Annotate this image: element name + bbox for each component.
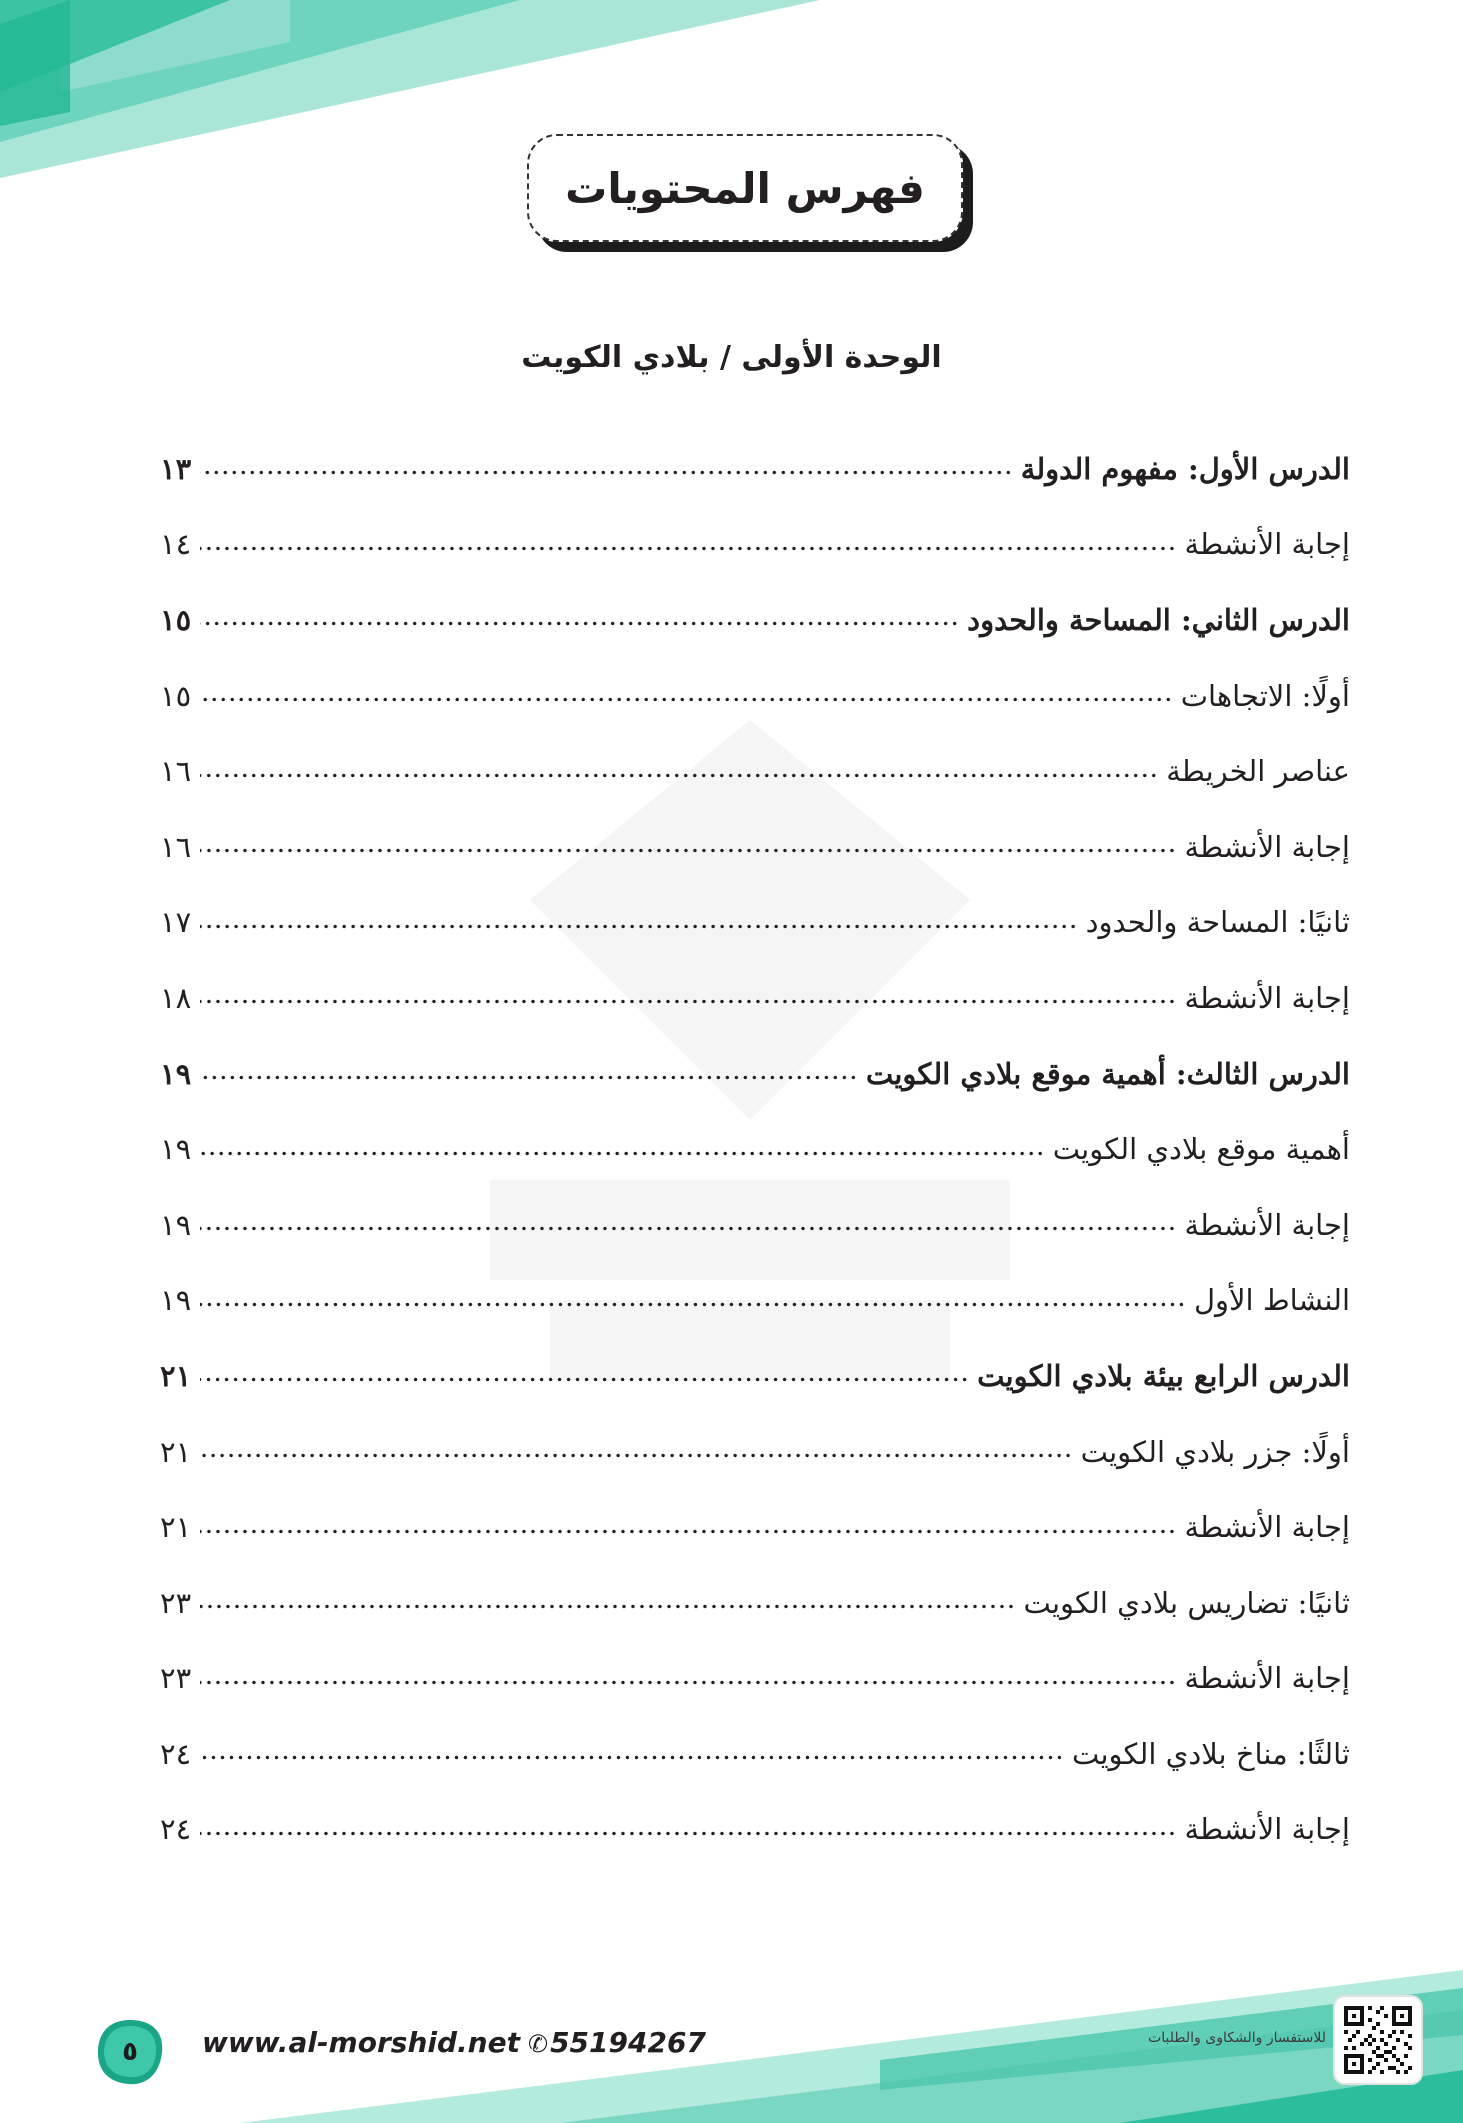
toc-entry-title: ثانيًا: المساحة والحدود (1085, 905, 1350, 940)
toc-entry-page: ١٩ (160, 1283, 192, 1318)
page-title-box (527, 134, 963, 242)
toc-entry-page: ١٦ (160, 829, 192, 864)
toc-entry-page: ١٥ (160, 602, 192, 637)
toc-entry[interactable] (158, 809, 1350, 885)
toc-entry[interactable] (158, 582, 1350, 658)
toc-entry-title: الدرس الأول: مفهوم الدولة (1020, 451, 1350, 486)
toc-entry-page: ٢١ (160, 1358, 192, 1393)
toc-dot-leader (200, 685, 1173, 714)
toc-entry[interactable] (158, 885, 1350, 961)
toc-entry[interactable] (158, 1414, 1350, 1490)
unit-heading: الوحدة الأولى / بلادي الكويت (521, 340, 942, 375)
toc-dot-leader (200, 458, 1013, 487)
toc-entry-title: الدرس الرابع بيئة بلادي الكويت (977, 1358, 1350, 1393)
page-number: ٥ (122, 2037, 138, 2067)
toc-entry-title: إجابة الأنشطة (1184, 527, 1350, 562)
toc-entry[interactable] (158, 658, 1350, 734)
toc-dot-leader (200, 761, 1158, 790)
toc-entry-title: إجابة الأنشطة (1184, 1510, 1350, 1545)
toc-entry[interactable] (158, 1716, 1350, 1792)
toc-dot-leader (200, 609, 959, 638)
toc-dot-leader (200, 1441, 1073, 1470)
toc-entry-title: الدرس الثالث: أهمية موقع بلادي الكويت (865, 1056, 1350, 1091)
toc-entry[interactable] (158, 1565, 1350, 1641)
toc-entry-page: ١٩ (160, 1056, 192, 1091)
toc-entry-page: ٢١ (160, 1510, 192, 1545)
toc-entry-title: إجابة الأنشطة (1184, 1812, 1350, 1847)
toc-entry[interactable] (158, 1489, 1350, 1565)
toc-dot-leader (200, 1819, 1176, 1848)
toc-entry-title: إجابة الأنشطة (1184, 980, 1350, 1015)
page-title: فهرس المحتويات (565, 163, 925, 213)
toc-entry-page: ٢٣ (160, 1661, 192, 1696)
toc-entry-page: ٢١ (160, 1434, 192, 1469)
toc-entry-title: عناصر الخريطة (1166, 754, 1350, 789)
toc-entry[interactable] (158, 733, 1350, 809)
toc-entry-title: أولًا: الاتجاهات (1180, 678, 1350, 713)
toc-entry-page: ١٤ (160, 527, 192, 562)
toc-entry[interactable] (158, 1792, 1350, 1868)
toc-entry-title: أهمية موقع بلادي الكويت (1052, 1132, 1350, 1167)
toc-entry-title: إجابة الأنشطة (1184, 1661, 1350, 1696)
toc-dot-leader (200, 1139, 1045, 1168)
toc-dot-leader (200, 1668, 1176, 1697)
toc-entry-title: إجابة الأنشطة (1184, 829, 1350, 864)
toc-entry-title: ثانيًا: تضاريس بلادي الكويت (1023, 1585, 1350, 1620)
toc-dot-leader (200, 1290, 1186, 1319)
toc-entry-page: ٢٤ (160, 1736, 192, 1771)
toc-entry-title: الدرس الثاني: المساحة والحدود (967, 602, 1350, 637)
toc-entry-title: أولًا: جزر بلادي الكويت (1080, 1434, 1350, 1469)
phone-icon: ✆ (527, 2030, 549, 2058)
toc-entry-page: ٢٣ (160, 1585, 192, 1620)
qr-caption: للاستفسار والشكاوى والطلبات (1148, 2030, 1326, 2046)
toc-entry[interactable] (158, 1111, 1350, 1187)
toc-entry-title: ثالثًا: مناخ بلادي الكويت (1071, 1736, 1350, 1771)
toc-dot-leader (200, 836, 1176, 865)
toc-entry-page: ١٥ (160, 678, 192, 713)
toc-entry-page: ١٨ (160, 980, 192, 1015)
toc-entry-page: ١٩ (160, 1207, 192, 1242)
toc-entry[interactable] (158, 1338, 1350, 1414)
toc-entry-title: النشاط الأول (1193, 1283, 1350, 1318)
toc-dot-leader (200, 1365, 969, 1394)
toc-entry[interactable] (158, 1036, 1350, 1112)
toc-entry-title: إجابة الأنشطة (1184, 1207, 1350, 1242)
toc-entry-page: ١٩ (160, 1132, 192, 1167)
footer-contact (202, 2026, 706, 2059)
toc-entry[interactable] (158, 1641, 1350, 1717)
toc-entry-page: ١٣ (160, 451, 192, 486)
toc-entry-page: ١٦ (160, 754, 192, 789)
toc-entry[interactable] (158, 507, 1350, 583)
qr-code-icon[interactable] (1335, 1997, 1421, 2083)
website-link[interactable]: www.al-morshid.net (202, 2026, 520, 2059)
toc-entry[interactable] (158, 1263, 1350, 1339)
phone-number: 55194267 (550, 2026, 706, 2059)
toc-dot-leader (200, 1592, 1015, 1621)
toc-dot-leader (200, 1743, 1064, 1772)
toc-dot-leader (200, 534, 1176, 563)
toc-dot-leader (200, 1517, 1176, 1546)
toc-dot-leader (200, 987, 1176, 1016)
toc-dot-leader (200, 1063, 858, 1092)
toc-entry[interactable] (158, 1187, 1350, 1263)
table-of-contents (158, 431, 1350, 1867)
toc-dot-leader (200, 912, 1078, 941)
toc-entry-page: ١٧ (160, 905, 192, 940)
toc-entry[interactable] (158, 431, 1350, 507)
toc-entry[interactable] (158, 960, 1350, 1036)
toc-dot-leader (200, 1214, 1176, 1243)
toc-entry-page: ٢٤ (160, 1812, 192, 1847)
